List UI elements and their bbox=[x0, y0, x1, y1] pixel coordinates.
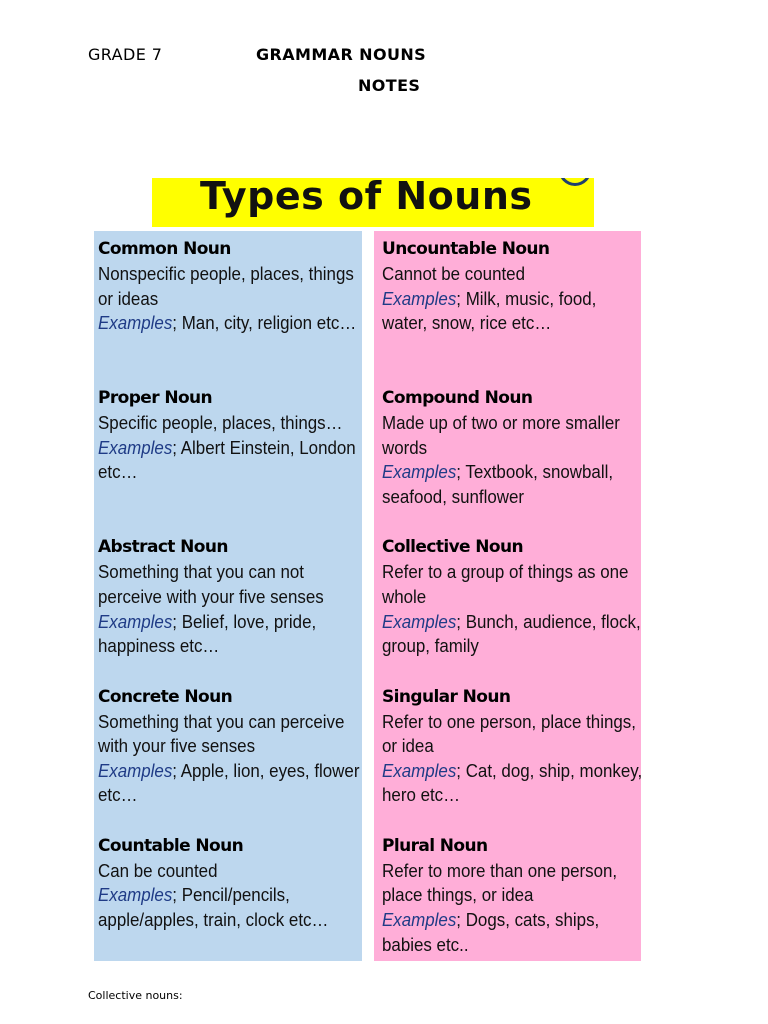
decorative-arc-icon bbox=[558, 178, 592, 186]
noun-type-uncountable-noun bbox=[382, 237, 641, 386]
noun-type-heading: Uncountable Noun bbox=[382, 239, 550, 259]
noun-type-definition: Refer to a group of things as one whole bbox=[382, 562, 629, 607]
footer-note: Collective nouns: bbox=[88, 989, 183, 1002]
examples-label: Examples bbox=[98, 611, 173, 632]
noun-type-description bbox=[98, 411, 361, 485]
noun-type-heading: Singular Noun bbox=[382, 686, 511, 707]
noun-type-definition: Refer to one person, place things, or idea bbox=[382, 711, 636, 757]
noun-type-definition: Specific people, places, things… bbox=[98, 413, 343, 434]
noun-type-description bbox=[382, 710, 645, 808]
examples-list: ; Bunch, audience, flock, group, family bbox=[382, 611, 641, 657]
noun-type-common-noun bbox=[98, 237, 362, 386]
noun-type-heading: Abstract Noun bbox=[98, 537, 228, 558]
noun-type-plural-noun bbox=[382, 834, 641, 983]
examples-list: ; Dogs, cats, ships, babies etc.. bbox=[382, 909, 600, 955]
noun-type-countable-noun bbox=[98, 834, 362, 983]
examples-label: Examples bbox=[382, 909, 457, 930]
examples-list: ; Apple, lion, eyes, flower etc… bbox=[98, 760, 360, 806]
noun-type-heading: Proper Noun bbox=[98, 388, 213, 409]
document-subtitle: NOTES bbox=[358, 76, 421, 95]
noun-type-description bbox=[382, 411, 645, 509]
noun-type-description bbox=[382, 262, 645, 336]
noun-type-definition: Refer to more than one person, place things, or idea bbox=[382, 860, 618, 906]
examples-list: ; Belief, love, pride, happiness etc… bbox=[98, 611, 317, 657]
examples-label: Examples bbox=[98, 760, 173, 781]
document-title: GRAMMAR NOUNS bbox=[256, 45, 427, 64]
noun-type-definition: Cannot be counted bbox=[382, 264, 525, 284]
examples-list: ; Pencil/pencils, apple/apples, train, clock etc… bbox=[98, 885, 329, 930]
noun-type-heading: Plural Noun bbox=[382, 835, 488, 856]
noun-type-definition: Something that you can not perceive with your five senses bbox=[98, 562, 324, 607]
noun-type-description bbox=[98, 710, 361, 808]
noun-type-heading: Countable Noun bbox=[98, 835, 244, 856]
noun-type-definition: Something that you can perceive with your five senses bbox=[98, 711, 345, 757]
noun-type-description bbox=[98, 262, 361, 336]
types-of-nouns-banner bbox=[152, 178, 594, 227]
noun-type-heading: Collective Noun bbox=[382, 537, 524, 558]
examples-label: Examples bbox=[382, 611, 457, 632]
examples-label: Examples bbox=[98, 885, 173, 906]
noun-type-heading: Common Noun bbox=[98, 239, 231, 259]
noun-type-description bbox=[382, 560, 645, 658]
examples-list: ; Textbook, snowball, seafood, sunflower bbox=[382, 462, 614, 507]
examples-list: ; Man, city, religion etc… bbox=[172, 313, 357, 334]
examples-list: ; Milk, music, food, water, snow, rice etc… bbox=[382, 288, 597, 334]
grade-label: GRADE 7 bbox=[88, 45, 163, 64]
noun-type-definition: Made up of two or more smaller words bbox=[382, 413, 620, 458]
noun-type-concrete-noun bbox=[98, 685, 362, 834]
noun-type-definition: Can be counted bbox=[98, 860, 218, 881]
examples-label: Examples bbox=[98, 437, 173, 458]
banner-title: Types of Nouns bbox=[200, 178, 533, 218]
right-column bbox=[374, 231, 641, 961]
examples-list: ; Albert Einstein, London etc… bbox=[98, 437, 356, 483]
noun-type-heading: Concrete Noun bbox=[98, 686, 233, 707]
noun-type-proper-noun bbox=[98, 386, 362, 535]
noun-type-description bbox=[98, 560, 361, 658]
examples-label: Examples bbox=[382, 462, 457, 483]
noun-type-heading: Compound Noun bbox=[382, 388, 533, 409]
examples-list: ; Cat, dog, ship, monkey, hero etc… bbox=[382, 760, 643, 806]
noun-type-description bbox=[98, 859, 361, 933]
left-column bbox=[94, 231, 362, 961]
noun-type-abstract-noun bbox=[98, 535, 362, 684]
noun-type-singular-noun bbox=[382, 685, 641, 834]
noun-type-description bbox=[382, 859, 645, 957]
noun-type-compound-noun bbox=[382, 386, 641, 535]
examples-label: Examples bbox=[98, 313, 173, 334]
noun-type-collective-noun bbox=[382, 535, 641, 684]
examples-label: Examples bbox=[382, 760, 457, 781]
examples-label: Examples bbox=[382, 288, 457, 309]
noun-type-definition: Nonspecific people, places, things or ideas bbox=[98, 264, 354, 309]
